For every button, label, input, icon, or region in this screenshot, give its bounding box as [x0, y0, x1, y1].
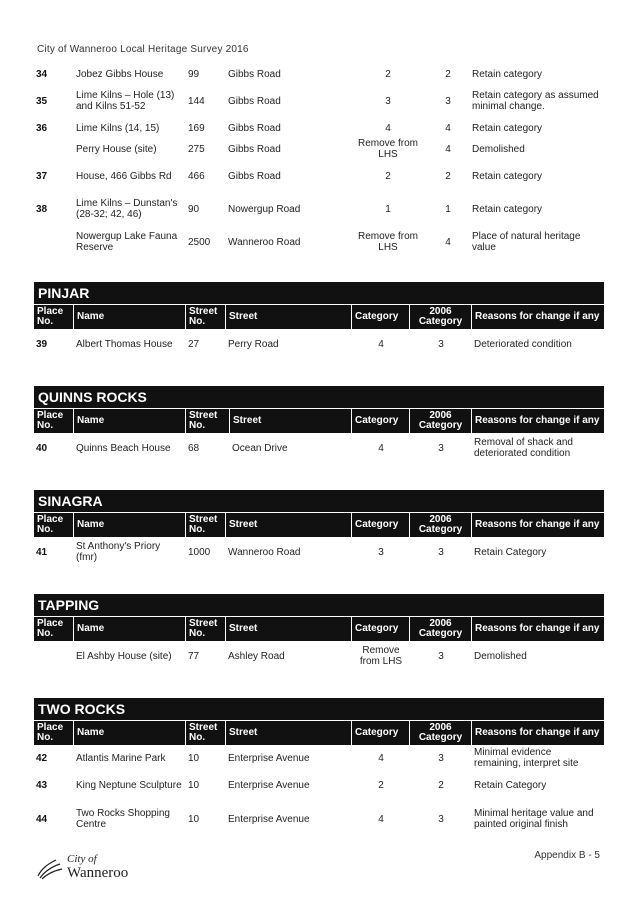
category-2006: 1 [445, 203, 451, 215]
place-name: House, 466 Gibbs Rd [76, 170, 172, 182]
street-name: Ashley Road [228, 650, 285, 662]
street-number: 10 [188, 813, 200, 825]
place-name: Atlantis Marine Park [76, 752, 166, 764]
header-name: Name [74, 617, 186, 641]
category: 2 [385, 170, 391, 182]
section-title: TAPPING [34, 594, 604, 616]
change-reason: Retain category as assumed minimal change. [472, 90, 599, 112]
category-2006: 2 [438, 779, 444, 791]
place-number: 43 [36, 779, 48, 791]
place-name: Lime Kilns – Hole (13) and Kilns 51-52 [76, 90, 175, 112]
section-table [34, 537, 602, 567]
place-name: Quinns Beach House [76, 442, 171, 454]
change-reason: Retain Category [474, 779, 547, 791]
category: 3 [378, 546, 384, 558]
category: 4 [378, 338, 384, 350]
street-name: Gibbs Road [228, 95, 281, 107]
section-quinns-rocks [34, 386, 604, 463]
place-number: 40 [36, 442, 48, 454]
category: Remove from LHS [357, 138, 418, 160]
header-street: Street [226, 513, 352, 537]
place-number: 35 [36, 95, 48, 107]
street-number: 10 [188, 779, 200, 791]
street-name: Enterprise Avenue [228, 813, 310, 825]
header-place-no: Place No. [34, 305, 74, 329]
section-title: SINAGRA [34, 490, 604, 512]
place-name: Perry House (site) [76, 143, 157, 155]
place-name: St Anthony's Priory (fmr) [76, 541, 161, 563]
category: 3 [385, 95, 391, 107]
header-reason: Reasons for change if any [472, 617, 604, 641]
city-logo [36, 852, 128, 880]
table-row [34, 537, 602, 567]
section-table [34, 641, 602, 671]
category: 1 [385, 203, 391, 215]
street-name: Gibbs Road [228, 68, 281, 80]
change-reason: Minimal evidence remaining, interpret site [474, 747, 579, 769]
street-number: 144 [188, 95, 205, 107]
section-table [34, 745, 602, 839]
table-row [34, 228, 602, 256]
place-number: 38 [36, 203, 48, 215]
header-category: Category [352, 721, 410, 745]
change-reason: Retain category [472, 170, 543, 182]
category: 4 [378, 442, 384, 454]
street-name: Nowergup Road [228, 203, 301, 215]
street-number: 275 [188, 143, 205, 155]
street-number: 466 [188, 170, 205, 182]
change-reason: Removal of shack and deteriorated condition [474, 437, 573, 459]
street-name: Enterprise Avenue [228, 779, 310, 791]
column-header-row [34, 304, 604, 329]
street-name: Wanneroo Road [228, 236, 301, 248]
header-street-no: Street No. [186, 305, 226, 329]
header-street: Street [226, 617, 352, 641]
logo-line-2: Wanneroo [67, 865, 129, 881]
place-number: 39 [36, 338, 48, 350]
place-name: Two Rocks Shopping Centre [76, 808, 170, 830]
street-name: Gibbs Road [228, 143, 281, 155]
column-header-row [34, 512, 604, 537]
header-street-no: Street No. [186, 409, 230, 433]
change-reason: Retain category [472, 122, 543, 134]
change-reason: Demolished [474, 650, 527, 662]
header-reason: Reasons for change if any [472, 721, 604, 745]
column-header-row [34, 720, 604, 745]
place-number: 36 [36, 122, 48, 134]
section-sinagra [34, 490, 604, 567]
table-row [34, 745, 602, 771]
street-name: Enterprise Avenue [228, 752, 310, 764]
change-reason: Retain category [472, 203, 543, 215]
header-name: Name [74, 513, 186, 537]
category-2006: 4 [445, 236, 451, 248]
table-row [34, 433, 602, 463]
street-name: Perry Road [228, 338, 279, 350]
category: 4 [378, 813, 384, 825]
table-row [34, 82, 602, 120]
column-header-row [34, 616, 604, 641]
category-2006: 2 [445, 68, 451, 80]
table-row [34, 329, 602, 359]
street-name: Ocean Drive [232, 442, 288, 454]
table-row [34, 641, 602, 671]
header-street-no: Street No. [186, 617, 226, 641]
header-category: Category [352, 305, 410, 329]
change-reason: Retain category [472, 68, 543, 80]
header-name: Name [74, 721, 186, 745]
section-title: QUINNS ROCKS [34, 386, 604, 408]
section-pinjar [34, 282, 604, 359]
header-street: Street [226, 721, 352, 745]
logo-wordmark [67, 852, 128, 880]
header-category-2006: 2006 Category [410, 617, 472, 641]
category: Remove from LHS [357, 231, 418, 253]
header-reason: Reasons for change if any [472, 409, 604, 433]
street-number: 2500 [188, 236, 211, 248]
category-2006: 3 [438, 650, 444, 662]
street-number: 1000 [188, 546, 211, 558]
street-name: Gibbs Road [228, 170, 281, 182]
category-2006: 4 [445, 122, 451, 134]
place-name: Nowergup Lake Fauna Reserve [76, 231, 178, 253]
header-place-no: Place No. [34, 617, 74, 641]
header-place-no: Place No. [34, 409, 74, 433]
table-row [34, 771, 602, 799]
header-reason: Reasons for change if any [472, 513, 604, 537]
table-row [34, 120, 602, 136]
place-number [34, 228, 74, 256]
column-header-row [34, 408, 604, 433]
category: 4 [385, 122, 391, 134]
change-reason: Deteriorated condition [474, 338, 572, 350]
header-category-2006: 2006 Category [410, 721, 472, 745]
street-number: 99 [188, 68, 200, 80]
header-category: Category [352, 617, 410, 641]
section-two-rocks [34, 698, 604, 839]
category-2006: 3 [438, 813, 444, 825]
category-2006: 3 [438, 338, 444, 350]
street-name: Wanneroo Road [228, 546, 301, 558]
place-name: Albert Thomas House [76, 338, 173, 350]
place-number: 37 [36, 170, 48, 182]
header-category-2006: 2006 Category [410, 513, 472, 537]
place-number: 42 [36, 752, 48, 764]
header-reason: Reasons for change if any [472, 305, 604, 329]
category: 4 [378, 752, 384, 764]
header-place-no: Place No. [34, 721, 74, 745]
category: Remove from LHS [359, 645, 403, 667]
place-number: 41 [36, 546, 48, 558]
header-name: Name [74, 409, 186, 433]
logo-line-1: City of [67, 853, 97, 865]
change-reason: Demolished [472, 143, 525, 155]
category-2006: 3 [438, 546, 444, 558]
place-name: Jobez Gibbs House [76, 68, 164, 80]
table-row [34, 162, 602, 190]
category-2006: 3 [438, 442, 444, 454]
category: 2 [378, 779, 384, 791]
section-table [34, 433, 602, 463]
street-number: 10 [188, 752, 200, 764]
place-number [34, 641, 74, 671]
header-street: Street [230, 409, 352, 433]
page-number: Appendix B - 5 [534, 850, 600, 861]
category-2006: 4 [445, 143, 451, 155]
section-title: PINJAR [34, 282, 604, 304]
place-number: 34 [36, 68, 48, 80]
table-row [34, 799, 602, 839]
header-category: Category [352, 513, 410, 537]
table-row [34, 66, 602, 82]
section-title: TWO ROCKS [34, 698, 604, 720]
header-street: Street [226, 305, 352, 329]
place-name: Lime Kilns (14, 15) [76, 122, 160, 134]
header-street-no: Street No. [186, 513, 226, 537]
section-tapping [34, 594, 604, 671]
place-number [34, 136, 74, 162]
change-reason: Retain Category [474, 546, 547, 558]
header-place-no: Place No. [34, 513, 74, 537]
category: 2 [385, 68, 391, 80]
heritage-table-continued [34, 66, 602, 256]
category-2006: 3 [445, 95, 451, 107]
street-name: Gibbs Road [228, 122, 281, 134]
document-header: City of Wanneroo Local Heritage Survey 2016 [37, 44, 249, 55]
change-reason: Minimal heritage value and painted original finish [474, 808, 594, 830]
category-2006: 2 [445, 170, 451, 182]
change-reason: Place of natural heritage value [472, 231, 581, 253]
table-row [34, 190, 602, 228]
street-number: 68 [188, 442, 200, 454]
place-name: Lime Kilns – Dunstan's (28-32; 42, 46) [76, 198, 178, 220]
street-number: 27 [188, 338, 200, 350]
header-category-2006: 2006 Category [410, 409, 472, 433]
street-number: 169 [188, 122, 205, 134]
header-name: Name [74, 305, 186, 329]
section-table [34, 329, 602, 359]
table-row [34, 136, 602, 162]
street-number: 90 [188, 203, 200, 215]
header-street-no: Street No. [186, 721, 226, 745]
wave-logo-icon [36, 856, 64, 880]
header-category-2006: 2006 Category [410, 305, 472, 329]
place-name: El Ashby House (site) [76, 650, 172, 662]
place-name: King Neptune Sculpture [76, 779, 182, 791]
street-number: 77 [188, 650, 200, 662]
header-category: Category [352, 409, 410, 433]
place-number: 44 [36, 813, 48, 825]
category-2006: 3 [438, 752, 444, 764]
